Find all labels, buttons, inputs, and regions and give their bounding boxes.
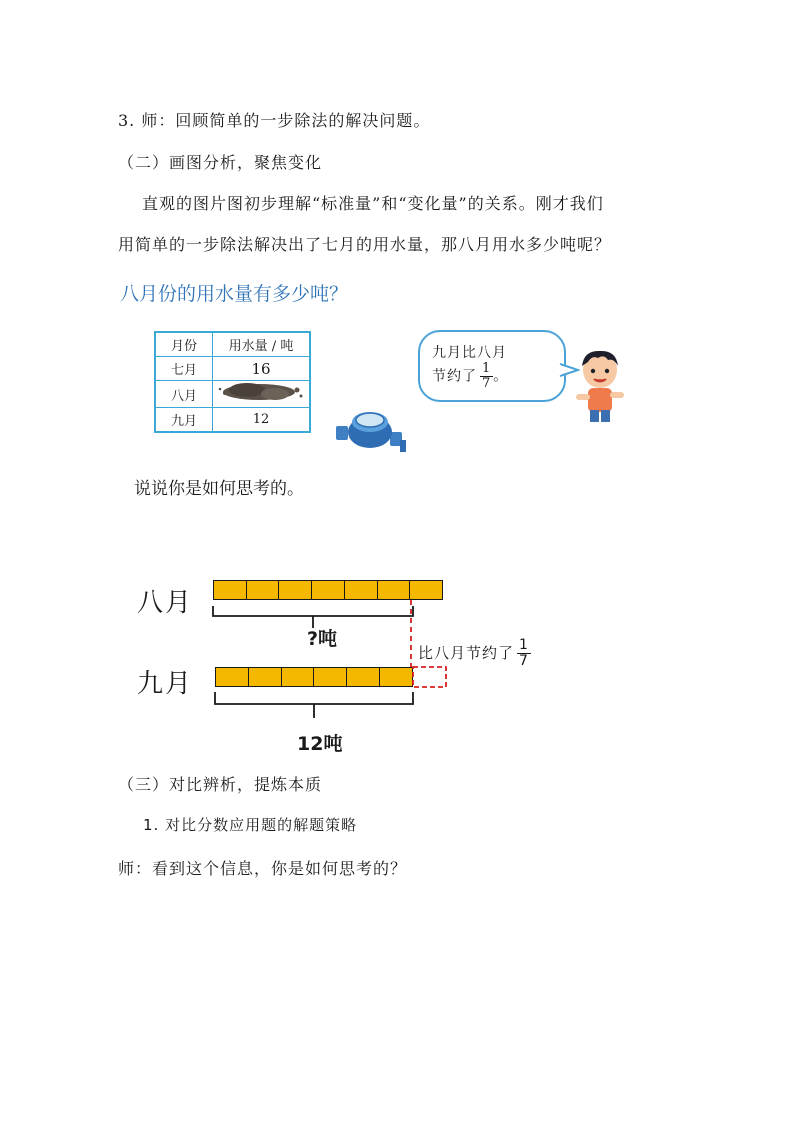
table-cell-month: 九月 [155, 408, 213, 433]
table-cell-month: 七月 [155, 357, 213, 381]
water-usage-table [154, 331, 311, 433]
fraction-denominator: 7 [519, 653, 529, 669]
table-header-month: 月份 [155, 332, 213, 357]
table-row [155, 381, 310, 408]
bar-segment [249, 668, 282, 686]
ink-smudge-icon [213, 381, 309, 403]
boy-character-icon [570, 346, 630, 428]
bar-segment [347, 668, 380, 686]
september-label: 九月 [137, 669, 194, 699]
bubble-fraction [480, 362, 493, 391]
table-cell-value: 16 [213, 357, 311, 381]
table-row [155, 357, 310, 381]
saved-annotation-text: 比八月节约了 [418, 644, 515, 662]
fraction-numerator: 1 [519, 637, 529, 653]
speech-bubble [418, 330, 566, 402]
paragraph-line-1: 直观的图片图初步理解“标准量”和“变化量”的关系。刚才我们 [142, 194, 604, 213]
bar-segment [378, 581, 411, 599]
saved-fraction [517, 638, 531, 669]
saved-segment [412, 665, 448, 689]
bar-segment [279, 581, 312, 599]
august-label: 八月 [137, 588, 194, 618]
bar-segment [216, 668, 249, 686]
bubble-saved-text: 节约了 [432, 368, 477, 385]
september-brace-label: 12吨 [297, 733, 343, 755]
august-bar [213, 580, 443, 600]
august-brace-label: ?吨 [307, 628, 338, 650]
ink-smudge-cell [213, 381, 311, 408]
september-brace [212, 690, 418, 722]
item-1: 1. 对比分数应用题的解题策略 [143, 816, 358, 834]
bar-segment [312, 581, 345, 599]
paragraph-line-2: 用简单的一步除法解决出了七月的用水量，那八月用水多少吨呢？ [118, 235, 612, 254]
bar-segment [214, 581, 247, 599]
bubble-line-2 [432, 362, 508, 391]
bar-segment [345, 581, 378, 599]
bar-segment [380, 668, 412, 686]
september-bar [215, 667, 413, 687]
bar-segment [282, 668, 315, 686]
table-row [155, 408, 310, 433]
water-meter-icon [334, 402, 406, 460]
bar-segment [314, 668, 347, 686]
fraction-denominator: 7 [482, 376, 492, 391]
table-cell-month: 八月 [155, 381, 213, 408]
bar-segment [247, 581, 280, 599]
table-header-row [155, 332, 310, 357]
bubble-period: 。 [493, 368, 509, 385]
prompt-text: 说说你是如何思考的。 [134, 479, 304, 499]
table-header-usage: 用水量 / 吨 [213, 332, 311, 357]
bubble-line-1: 九月比八月 [432, 345, 507, 361]
question-title: 八月份的用水量有多少吨？ [120, 283, 349, 305]
section-3-heading: （三）对比辨析，提炼本质 [118, 775, 323, 794]
table-cell-value: 12 [213, 408, 311, 433]
item-3: 3. 师：回顾简单的一步除法的解决问题。 [118, 111, 431, 130]
fraction-numerator: 1 [482, 361, 492, 376]
section-2-heading: （二）画图分析，聚焦变化 [118, 153, 323, 172]
teacher-question: 师：看到这个信息，你是如何思考的？ [118, 859, 408, 878]
bar-segment [410, 581, 442, 599]
